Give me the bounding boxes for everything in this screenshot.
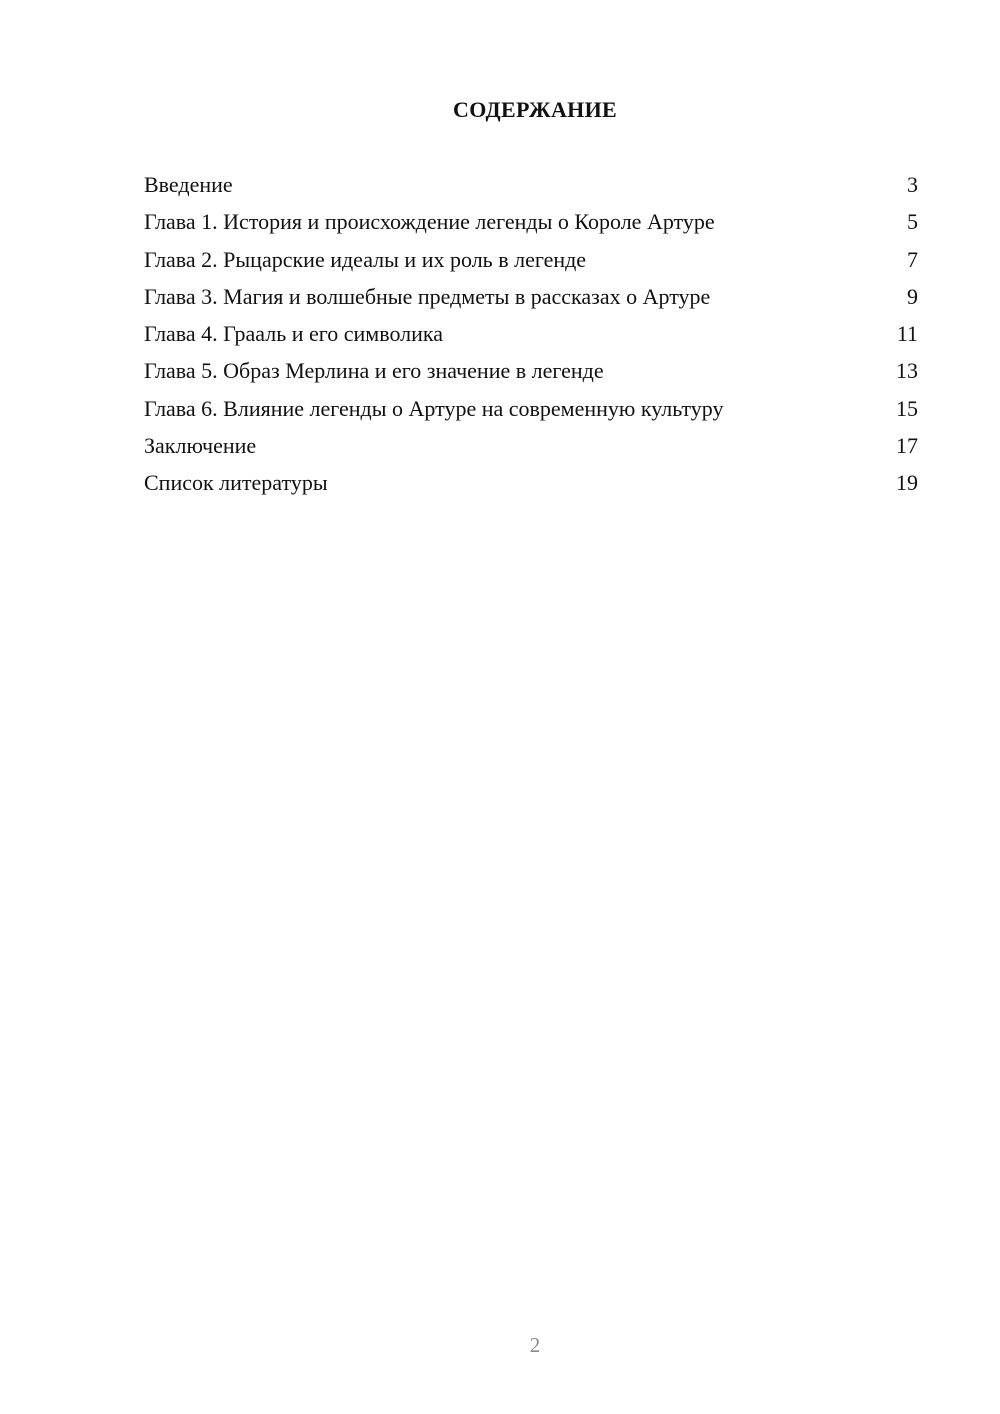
toc-entry-chapter-4[interactable] xyxy=(144,319,918,356)
toc-entry-label: Глава 4. Грааль и его символика xyxy=(144,321,444,347)
toc-entry-page: 19 xyxy=(896,470,918,496)
toc-entry-label: Глава 2. Рыцарские идеалы и их роль в легенде xyxy=(144,246,587,272)
toc-entry-page: 7 xyxy=(907,246,918,272)
toc-entry-bibliography[interactable] xyxy=(144,468,918,505)
toc-entry-page: 17 xyxy=(896,433,918,459)
toc-entry-chapter-2[interactable] xyxy=(144,245,918,282)
toc-entry-label: Глава 1. История и происхождение легенды о Короле Артуре xyxy=(144,209,715,235)
toc-entry-page: 9 xyxy=(907,283,918,309)
toc-entry-chapter-1[interactable] xyxy=(144,207,918,244)
toc-entry-page: 13 xyxy=(896,358,918,384)
toc-entry-chapter-5[interactable] xyxy=(144,356,918,393)
toc-entry-page: 3 xyxy=(907,172,918,197)
page-title: СОДЕРЖАНИЕ xyxy=(453,97,617,122)
toc-entry-label: Глава 3. Магия и волшебные предметы в рассказах о Артуре xyxy=(144,283,711,309)
toc-entry-page: 5 xyxy=(907,209,918,235)
page-number: 2 xyxy=(529,1333,541,1357)
toc-entry-label: Глава 5. Образ Мерлина и его значение в легенде xyxy=(144,358,604,384)
toc-entry-page: 15 xyxy=(896,395,918,421)
toc-entry-page: 11 xyxy=(896,321,918,347)
toc-entry-chapter-3[interactable] xyxy=(144,282,918,319)
toc-entry-introduction[interactable] xyxy=(144,170,918,207)
toc-entry-conclusion[interactable] xyxy=(144,431,918,468)
table-of-contents xyxy=(144,170,918,506)
toc-entry-label: Глава 6. Влияние легенды о Артуре на современную культуру xyxy=(144,395,724,421)
toc-entry-label: Заключение xyxy=(144,433,257,459)
toc-entry-label: Список литературы xyxy=(144,470,328,496)
toc-entry-chapter-6[interactable] xyxy=(144,394,918,431)
toc-entry-label: Введение xyxy=(144,172,233,197)
